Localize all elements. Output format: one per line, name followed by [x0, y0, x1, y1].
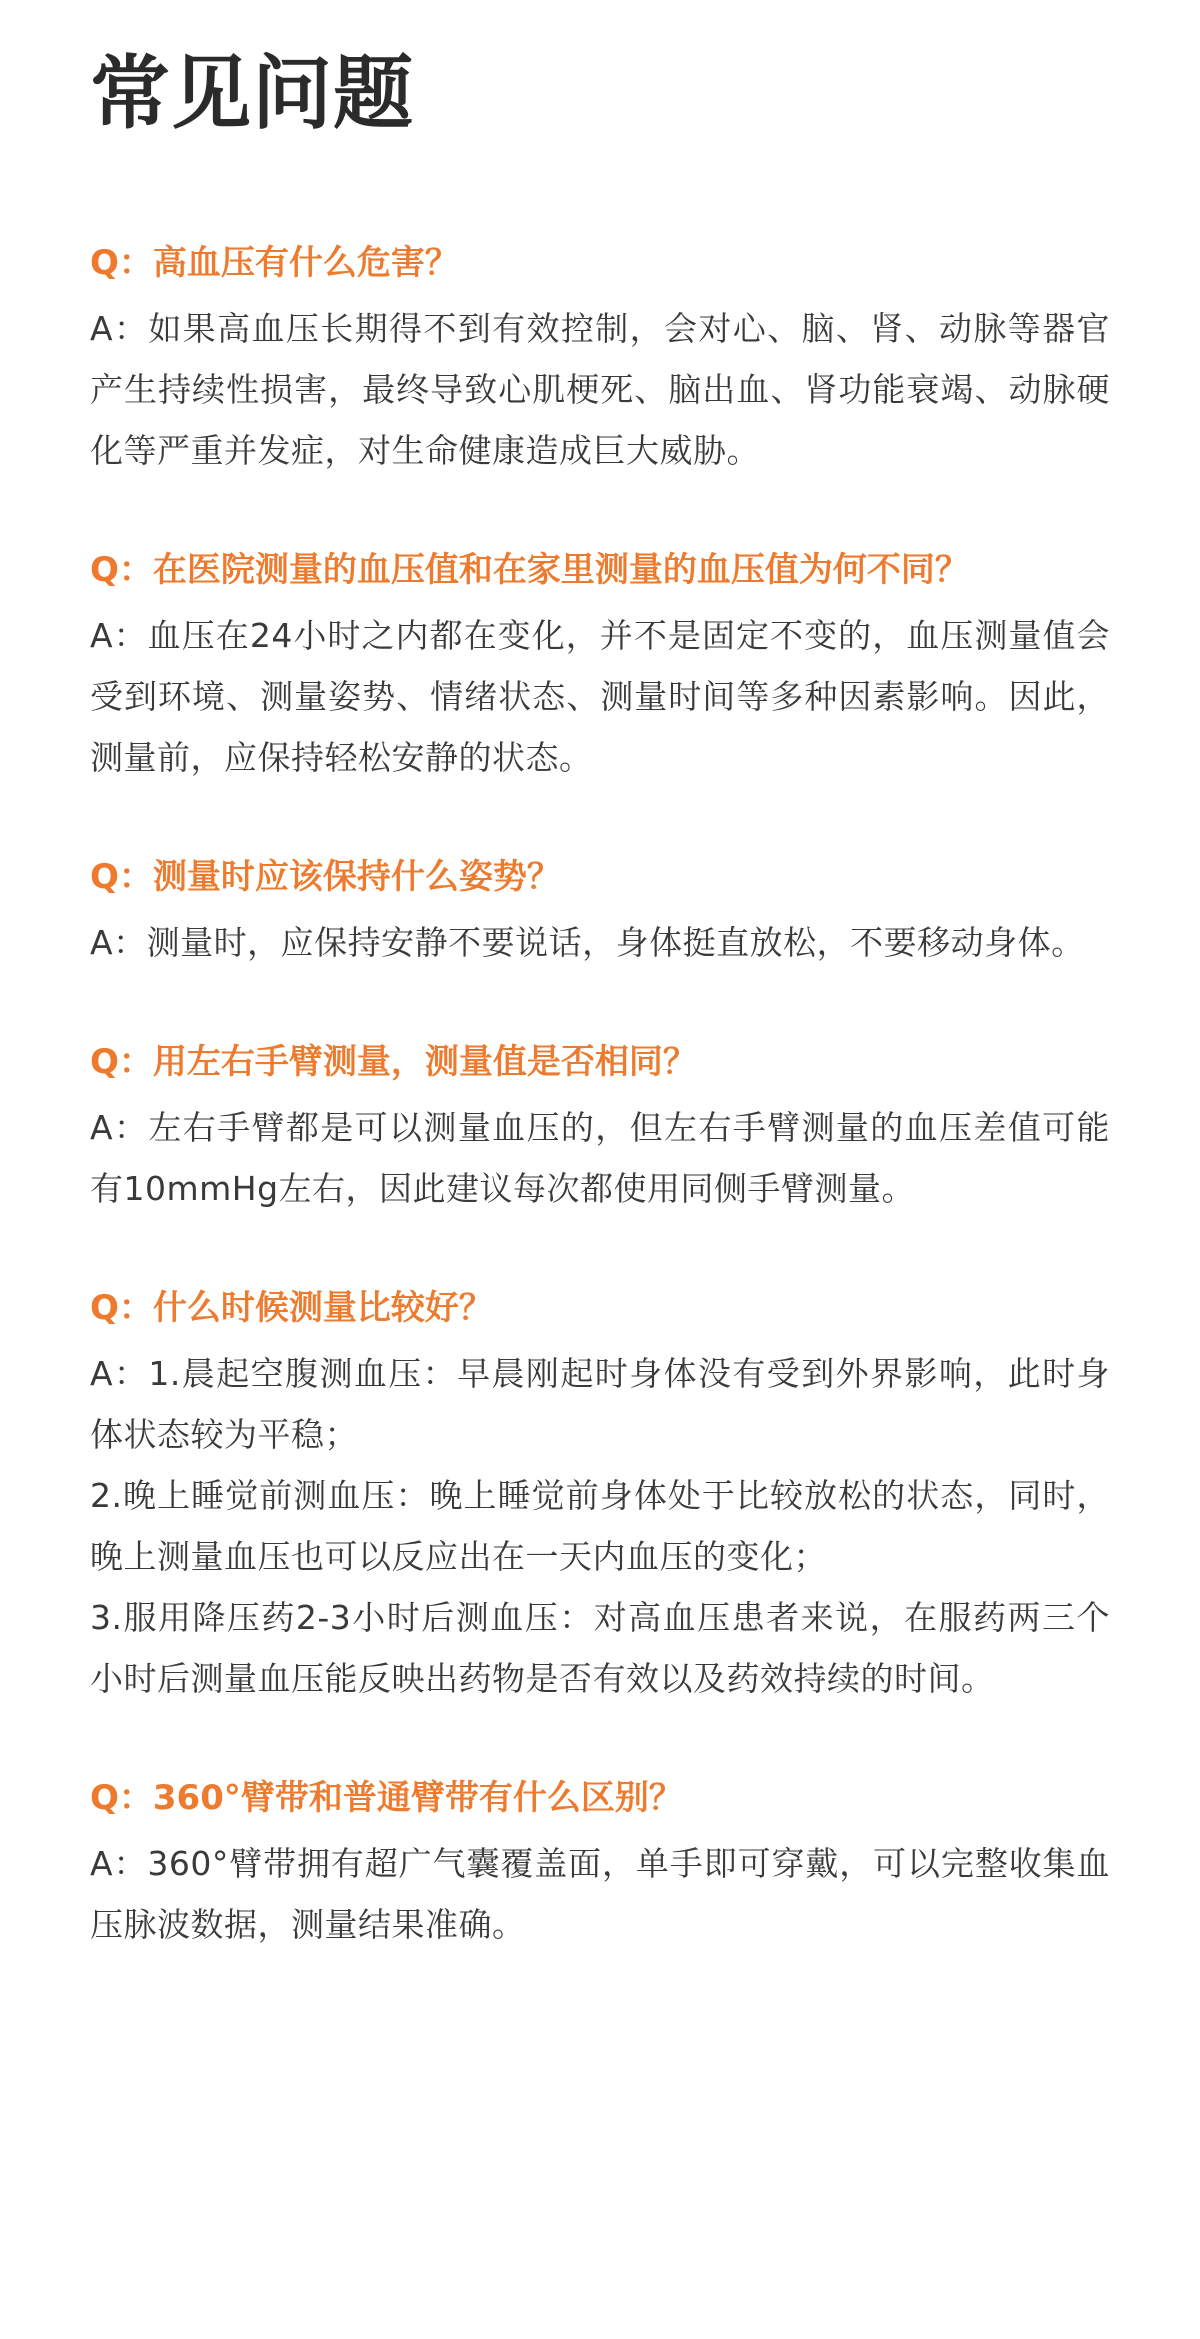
faq-question: Q：高血压有什么危害？	[90, 243, 459, 283]
faq-item	[90, 1767, 1110, 1955]
faq-answer-line: A：血压在24小时之内都在变化，并不是固定不变的，血压测量值会受到环境、测量姿势、情绪状态、测量时间等多种因素影响。因此，测量前，应保持轻松安静的状态。	[90, 616, 1110, 777]
faq-answer-line: A：如果高血压长期得不到有效控制，会对心、脑、肾、动脉等器官产生持续性损害，最终导致心肌梗死、脑出血、肾功能衰竭、动脉硬化等严重并发症，对生命健康造成巨大威胁。	[90, 309, 1110, 470]
faq-item	[90, 1277, 1110, 1709]
faq-question: Q：在医院测量的血压值和在家里测量的血压值为何不同？	[90, 550, 969, 590]
faq-question: Q：360°臂带和普通臂带有什么区别？	[90, 1778, 683, 1818]
faq-list	[90, 232, 1110, 1955]
faq-question: Q：用左右手臂测量，测量值是否相同？	[90, 1042, 697, 1082]
faq-item	[90, 539, 1110, 788]
faq-answer	[90, 1097, 1110, 1219]
faq-item	[90, 1031, 1110, 1219]
faq-answer	[90, 605, 1110, 788]
faq-answer-line: 2.晚上睡觉前测血压：晚上睡觉前身体处于比较放松的状态，同时，晚上测量血压也可以反应出在一天内血压的变化；	[90, 1476, 1110, 1576]
faq-answer-line: A：360°臂带拥有超广气囊覆盖面，单手即可穿戴，可以完整收集血压脉波数据，测量结果准确。	[90, 1844, 1110, 1944]
faq-answer-line: A：1.晨起空腹测血压：早晨刚起时身体没有受到外界影响，此时身体状态较为平稳；	[90, 1354, 1110, 1454]
faq-item	[90, 232, 1110, 481]
faq-answer-line: A：测量时，应保持安静不要说话，身体挺直放松，不要移动身体。	[90, 923, 1085, 962]
faq-answer	[90, 1833, 1110, 1955]
faq-item	[90, 846, 1110, 973]
faq-answer	[90, 298, 1110, 481]
faq-answer	[90, 912, 1110, 973]
faq-answer-line: 3.服用降压药2-3小时后测血压：对高血压患者来说，在服药两三个小时后测量血压能反映出药物是否有效以及药效持续的时间。	[90, 1598, 1110, 1698]
faq-question: Q：什么时候测量比较好？	[90, 1288, 493, 1328]
faq-question: Q：测量时应该保持什么姿势？	[90, 857, 561, 897]
faq-answer-line: A：左右手臂都是可以测量血压的，但左右手臂测量的血压差值可能有10mmHg左右，因此建议每次都使用同侧手臂测量。	[90, 1108, 1110, 1208]
page-title: 常见问题	[90, 47, 414, 140]
faq-answer	[90, 1343, 1110, 1709]
